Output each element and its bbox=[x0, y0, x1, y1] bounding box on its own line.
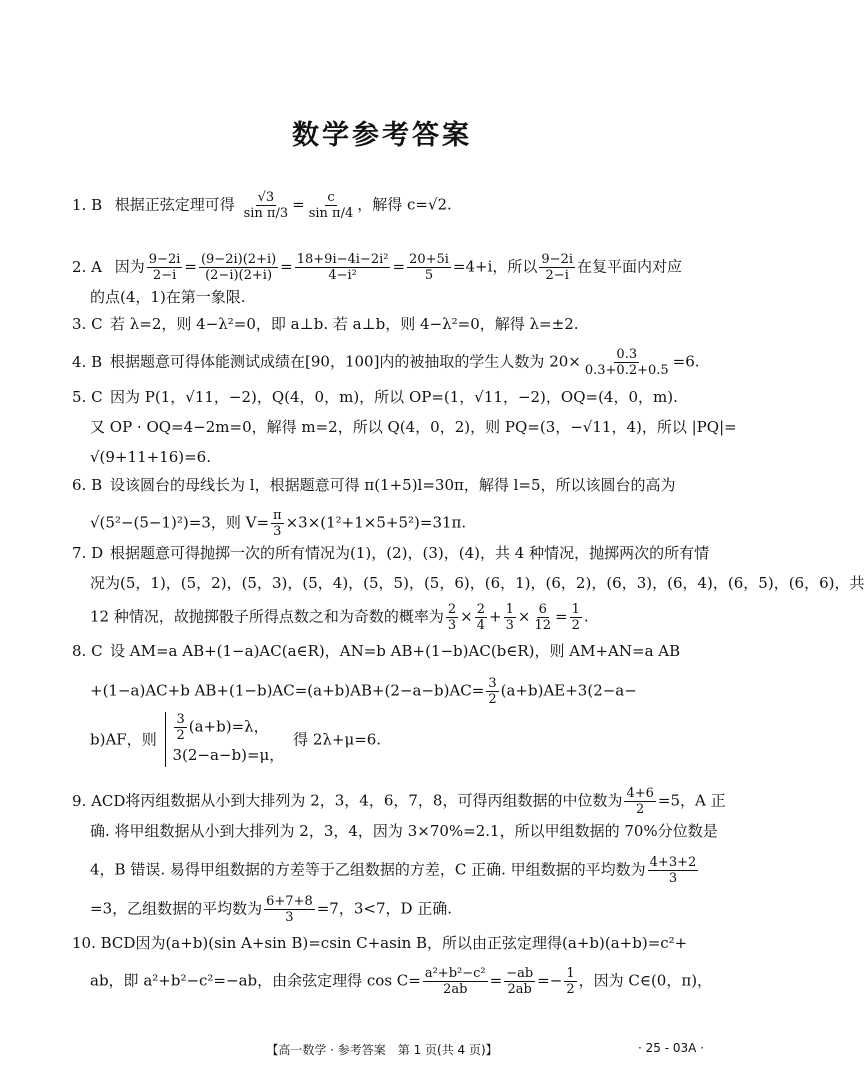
answer-number: 7. D bbox=[72, 544, 104, 562]
answer-text: 根据正弦定理可得 bbox=[114, 195, 235, 214]
fraction: $\frac{0.3}{0.3+0.2+0.5}$ bbox=[584, 347, 669, 378]
fraction: $\frac{9-2i}{2-i}$ bbox=[541, 252, 573, 283]
fraction: $\frac{4+3+2}{3}$ bbox=[649, 855, 697, 886]
answer-8: 8. C 设 AM=a AB+(1−a)AC(a∈R)，AN=b AB+(1−b)AC(b∈R)，则 AM+AN=a AB bbox=[72, 642, 681, 660]
answer-7-cont: 12 种情况，故抛掷骰子所得点数之和为奇数的概率为 $\frac{2}{3}$ × $\frac{2}{4}$ + $\frac{1}{3}$ × $\frac{6}{12}$ = $\frac{1}{2}$ . bbox=[90, 602, 589, 633]
answer-10-cont: ab，即 a²+b²−c²=−ab，由余弦定理得 cos C= $\frac{\text{a²+b²−c²}}{2ab}$ = $\frac{-ab}{2ab}$ =− $\frac{1}{2}$ ，因为 C∈(0，π)， bbox=[90, 966, 713, 997]
answer-9: 9. ACD将丙组数据从小到大排列为 2，3，4，6，7，8，可得丙组数据的中位数为 $\frac{4+6}{2}$ =5，A 正 bbox=[72, 786, 726, 817]
answer-1: 1. B 根据正弦定理可得 $\frac{√3}{\text{sin π/3}}$ = $\frac{c}{\text{sin π/4}}$ ，解得 c=√2. bbox=[72, 190, 452, 221]
fraction: $\frac{1}{2}$ bbox=[566, 966, 575, 997]
fraction: $\frac{(9-2i)(2+i)}{(2-i)(2+i)}$ bbox=[200, 252, 277, 283]
answer-number: 10. BCD bbox=[72, 934, 136, 952]
answer-number: 2. A bbox=[72, 257, 102, 276]
answer-7: 7. D 根据题意可得抛掷一次的所有情况为(1)，(2)，(3)，(4)，共 4 种情况，抛掷两次的所有情 bbox=[72, 544, 710, 562]
answer-9-cont: 确. 将甲组数据从小到大排列为 2，3，4，因为 3×70%=2.1，所以甲组数据的 70%分位数是 bbox=[90, 822, 718, 840]
fraction: $\frac{\text{a²+b²−c²}}{2ab}$ bbox=[424, 966, 486, 997]
fraction: $\frac{\pi}{3}$ bbox=[273, 508, 282, 539]
equation-system: $\frac{3}{2}$ (a+b)=λ， 3(2−a−b)=μ， bbox=[165, 712, 284, 767]
fraction: $\frac{3}{2}$ bbox=[176, 712, 185, 743]
answer-number: 3. C bbox=[72, 315, 103, 333]
answer-2: 2. A 因为 $\frac{9-2i}{2-i}$ = $\frac{(9-2i)(2+i)}{(2-i)(2+i)}$ = $\frac{\text{18+9i−4i−2i²}}{\text{4−i²}}$ = $\frac{20+5i}{5}$ =4+i，所以 $\frac{9-2i}{2-i}$ 在复平面内对应 bbox=[72, 252, 683, 283]
fraction: $\frac{3}{2}$ bbox=[488, 676, 497, 707]
answer-5-cont: √(9+11+16)=6. bbox=[90, 448, 211, 466]
answer-9-cont: 4，B 错误. 易得甲组数据的方差等于乙组数据的方差，C 正确. 甲组数据的平均数为 $\frac{4+3+2}{3}$ bbox=[90, 855, 697, 886]
answer-number: 8. C bbox=[72, 642, 103, 660]
fraction: $\frac{c}{\text{sin π/4}}$ bbox=[308, 190, 354, 221]
fraction: $\frac{6}{12}$ bbox=[534, 602, 551, 633]
fraction: $\frac{4+6}{2}$ bbox=[626, 786, 654, 817]
footer-page-info: 【高一数学 · 参考答案 第 1 页(共 4 页)】 bbox=[266, 1043, 498, 1057]
fraction: $\frac{-ab}{2ab}$ bbox=[506, 966, 534, 997]
answer-10: 10. BCD因为(a+b)(sin A+sin B)=csin C+asin B，所以由正弦定理得(a+b)(a+b)=c²+ bbox=[72, 934, 688, 952]
fraction: $\frac{2}{3}$ bbox=[447, 602, 457, 633]
fraction: $\frac{2}{4}$ bbox=[476, 602, 485, 633]
fraction: $\frac{6+7+8}{3}$ bbox=[266, 894, 313, 925]
answer-number: 4. B bbox=[72, 352, 103, 371]
fraction: $\frac{1}{3}$ bbox=[505, 602, 514, 633]
fraction: $\frac{9-2i}{2-i}$ bbox=[148, 252, 181, 283]
answer-6-cont: √(5²−(5−1)²)=3，则 V= $\frac{\pi}{3}$ ×3×(1²+1×5+5²)=31π. bbox=[90, 508, 467, 539]
answer-text: ，解得 c=√2. bbox=[357, 195, 452, 214]
page-title: 数学参考答案 bbox=[292, 120, 472, 151]
fraction: $\frac{1}{2}$ bbox=[571, 602, 580, 633]
fraction: $\frac{20+5i}{5}$ bbox=[409, 252, 449, 283]
fraction: $\frac{\text{18+9i−4i−2i²}}{\text{4−i²}}$ bbox=[296, 252, 389, 283]
answer-5: 5. C 因为 P(1，√11，−2)，Q(4，0，m)，所以 OP=(1，√11，−2)，OQ=(4，0，m). bbox=[72, 388, 678, 406]
answer-number: 9. ACD bbox=[72, 791, 126, 810]
footer-code: · 25 - 03A · bbox=[638, 1041, 704, 1055]
answer-6: 6. B 设该圆台的母线长为 l，根据题意可得 π(1+5)l=30π，解得 l=5，所以该圆台的高为 bbox=[72, 476, 676, 494]
answer-number: 5. C bbox=[72, 388, 103, 406]
answer-8-cont: b)AF，则 $\frac{3}{2}$ (a+b)=λ， 3(2−a−b)=μ， 得 2λ+μ=6. bbox=[90, 712, 381, 767]
answer-7-cont: 况为(5，1)，(5，2)，(5，3)，(5，4)，(5，5)，(5，6)，(6，1)，(6，2)，(6，3)，(6，4)，(6，5)，(6，6)，共 bbox=[90, 574, 865, 592]
fraction: $\frac{√3}{\text{sin π/3}}$ bbox=[243, 190, 289, 221]
answer-5-cont: 又 OP · OQ=4−2m=0，解得 m=2，所以 Q(4，0，2)，则 PQ=(3，−√11，4)，所以 |PQ|= bbox=[90, 418, 737, 436]
answer-2-cont: 的点(4，1)在第一象限. bbox=[90, 288, 246, 306]
answer-number: 1. B bbox=[72, 195, 103, 214]
answer-3: 3. C 若 λ=2，则 4−λ²=0，即 a⊥b. 若 a⊥b，则 4−λ²=0，解得 λ=±2. bbox=[72, 315, 579, 333]
answer-number: 6. B bbox=[72, 476, 103, 494]
answer-4: 4. B 根据题意可得体能测试成绩在[90，100]内的被抽取的学生人数为 20× $\frac{0.3}{0.3+0.2+0.5}$ =6. bbox=[72, 347, 700, 378]
answer-9-cont: =3，乙组数据的平均数为 $\frac{6+7+8}{3}$ =7，3<7，D 正确. bbox=[90, 894, 453, 925]
answer-8-cont: +(1−a)AC+b AB+(1−b)AC=(a+b)AB+(2−a−b)AC= $\frac{3}{2}$ (a+b)AE+3(2−a− bbox=[90, 676, 637, 707]
